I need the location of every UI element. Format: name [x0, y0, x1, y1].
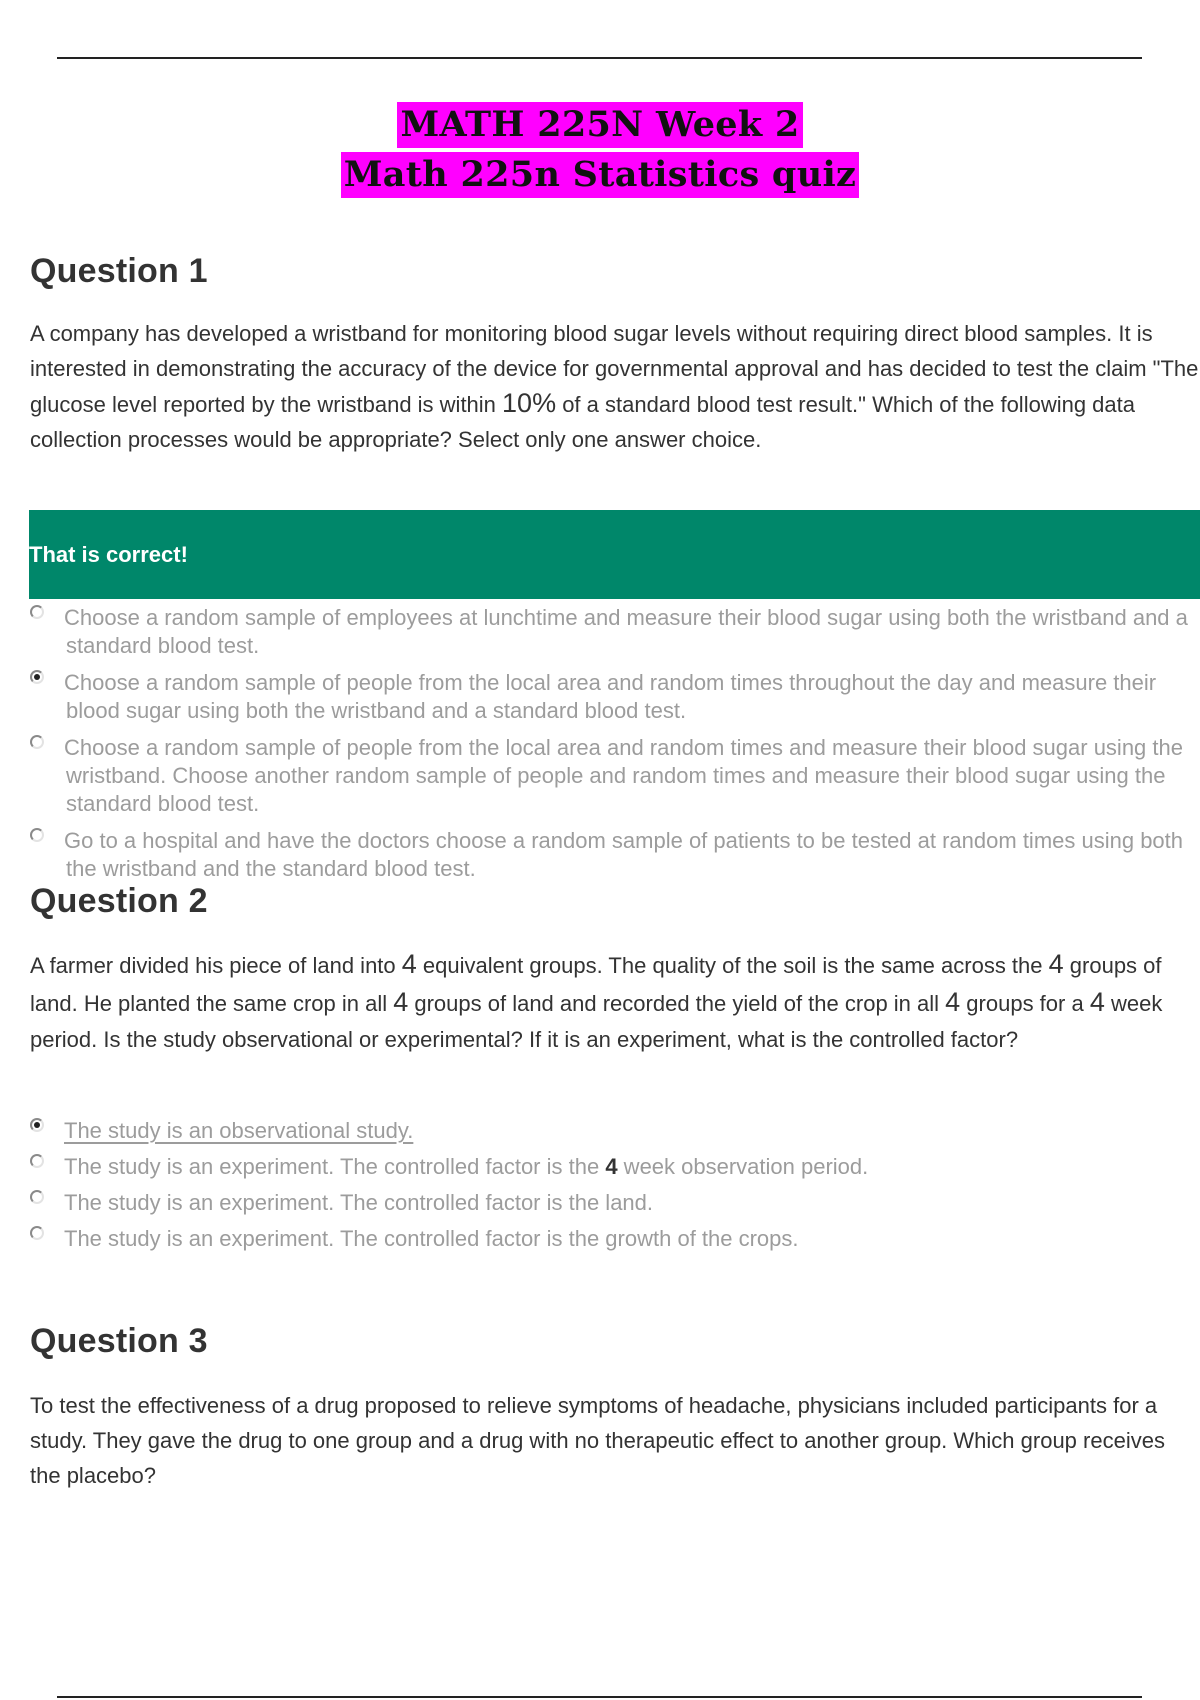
- radio-unchecked-icon[interactable]: [30, 1190, 44, 1204]
- radio-unchecked-icon[interactable]: [30, 1154, 44, 1168]
- q2-num: 4: [393, 987, 409, 1017]
- bottom-rule: [57, 1696, 1142, 1698]
- q2-option-4[interactable]: [30, 1225, 1200, 1253]
- question-2-text: [30, 946, 1180, 1058]
- q2-option-2-label-a: The study is an experiment. The controlled factor is the: [64, 1154, 606, 1179]
- radio-unchecked-icon[interactable]: [30, 735, 44, 749]
- radio-unchecked-icon[interactable]: [30, 1226, 44, 1240]
- q2-text-a: A farmer divided his piece of land into: [30, 953, 402, 978]
- q1-option-3-label: Choose a random sample of people from the local area and random times and measure their blood sugar using the wristband. Choose another random sample of people and random times and measure their blood sugar using the standard blood test.: [64, 735, 1183, 816]
- q2-text-e: groups for a: [960, 991, 1090, 1016]
- document-title: [0, 102, 1200, 202]
- question-1-heading: Question 1: [30, 252, 208, 290]
- q1-option-4[interactable]: [30, 827, 1200, 883]
- title-line-2: Math 225n Statistics quiz: [341, 152, 859, 198]
- q2-option-2-num: 4: [605, 1154, 618, 1179]
- question-1-text-part1: A company has developed a wristband for monitoring blood sugar levels without requiring direct blood samples. It is interested in demonstrating the accuracy of the device for governmental approval and has decided to test the claim "The glucose level reported by the wristband is within: [30, 321, 1199, 417]
- question-1-options: [30, 604, 1200, 883]
- radio-unchecked-icon[interactable]: [30, 828, 44, 842]
- top-rule: [57, 57, 1142, 59]
- q2-text-b: equivalent groups. The quality of the soil is the same across the: [416, 953, 1049, 978]
- q2-option-4-label: The study is an experiment. The controlled factor is the growth of the crops.: [64, 1226, 799, 1251]
- question-1-text: [30, 316, 1200, 457]
- q1-option-3[interactable]: [30, 734, 1200, 818]
- question-1-text-part2: of a standard blood test result." Which of the following data collection processes would be appropriate? Select only one answer choice.: [30, 392, 1135, 452]
- q1-option-1-label: Choose a random sample of employees at lunchtime and measure their blood sugar using both the wristband and a standard blood test.: [64, 605, 1188, 658]
- question-1-percent: 10%: [502, 388, 557, 418]
- radio-checked-icon[interactable]: [30, 1118, 44, 1132]
- q1-option-2[interactable]: [30, 669, 1200, 725]
- question-2-heading: Question 2: [30, 882, 208, 920]
- title-line-1: MATH 225N Week 2: [397, 102, 802, 148]
- question-2-options: [30, 1117, 1200, 1253]
- radio-checked-icon[interactable]: [30, 670, 44, 684]
- feedback-text: That is correct!: [29, 542, 188, 567]
- q2-option-1-label: The study is an observational study.: [64, 1118, 414, 1143]
- q2-option-3-label: The study is an experiment. The controlled factor is the land.: [64, 1190, 654, 1215]
- q1-option-1[interactable]: [30, 604, 1200, 660]
- feedback-banner: [29, 510, 1200, 599]
- question-3-heading: Question 3: [30, 1322, 208, 1360]
- q2-text-d: groups of land and recorded the yield of the crop in all: [408, 991, 946, 1016]
- q2-option-2[interactable]: [30, 1153, 1200, 1181]
- q2-text-f: week period. Is the study observational or experimental? If it is an experiment, what is the controlled factor?: [30, 991, 1163, 1052]
- q2-num: 4: [1048, 949, 1064, 979]
- radio-unchecked-icon[interactable]: [30, 605, 44, 619]
- q2-option-2-label-b: week observation period.: [617, 1154, 869, 1179]
- q2-option-3[interactable]: [30, 1189, 1200, 1217]
- q2-num: 4: [401, 949, 417, 979]
- q2-text-c: groups of land. He planted the same crop in all: [30, 953, 1162, 1016]
- q2-num: 4: [1089, 987, 1105, 1017]
- question-3-text: To test the effectiveness of a drug proposed to relieve symptoms of headache, physicians included participants for a study. They gave the drug to one group and a drug with no therapeutic effect to another group. Which group receives the placebo?: [30, 1393, 1165, 1488]
- q2-option-1[interactable]: [30, 1117, 1200, 1145]
- q2-num: 4: [945, 987, 961, 1017]
- q1-option-2-label: Choose a random sample of people from the local area and random times throughout the day and measure their blood sugar using both the wristband and a standard blood test.: [64, 670, 1157, 723]
- q1-option-4-label: Go to a hospital and have the doctors choose a random sample of patients to be tested at random times using both the wristband and the standard blood test.: [64, 828, 1184, 881]
